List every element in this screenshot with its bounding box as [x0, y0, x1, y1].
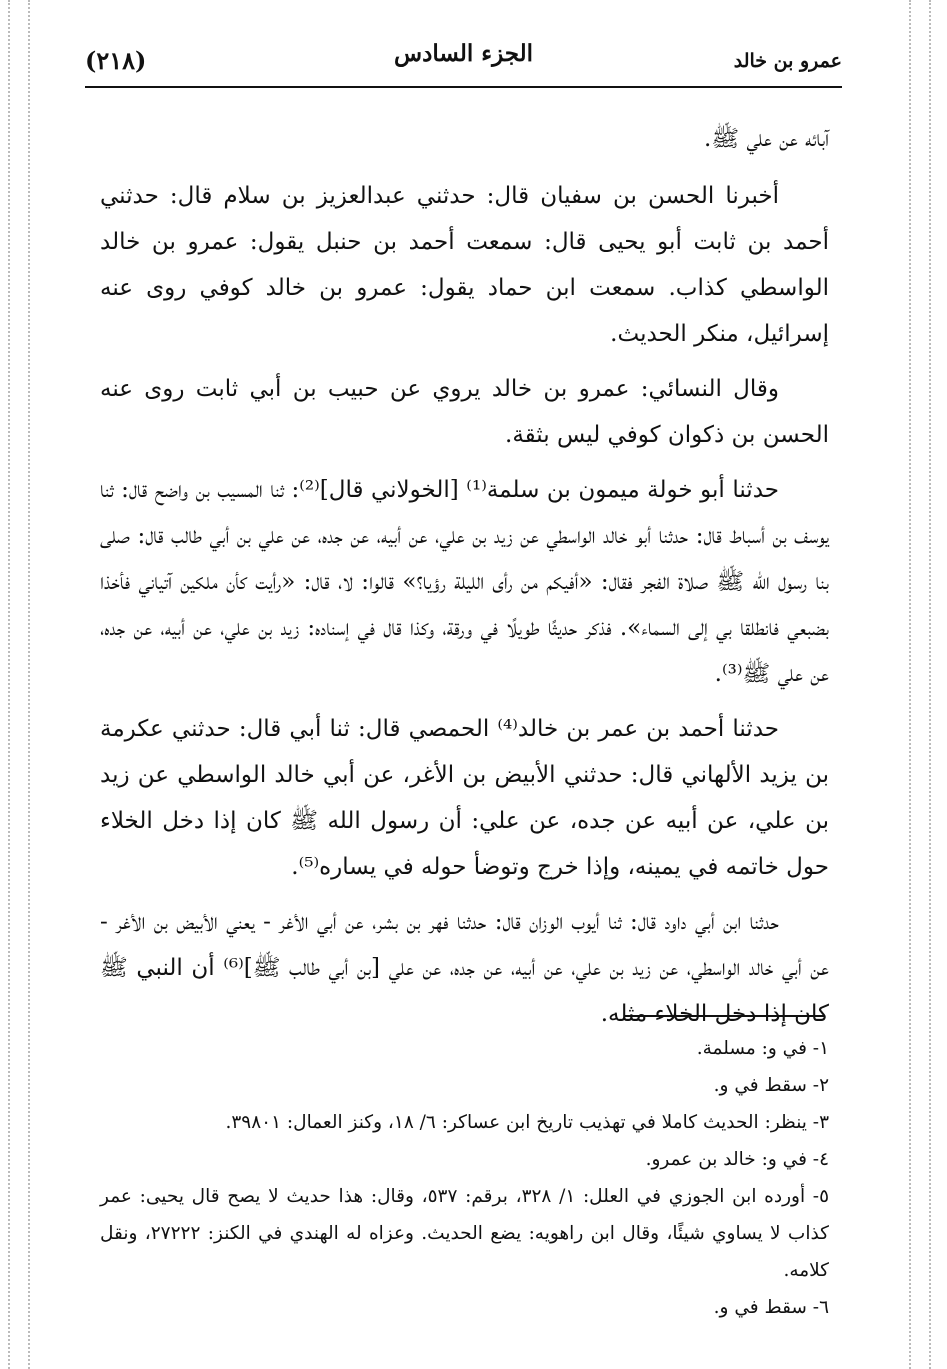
footnote: ٣- ينظر: الحديث كاملا في تهذيب تاريخ ابن عساكر: ٦/ ١٨، وكنز العمال: ٣٩٨٠١.: [225, 1112, 829, 1133]
footnote-rule: [625, 1015, 825, 1017]
scan-edge-dots-right: [929, 0, 933, 1369]
footnotes: [100, 1030, 829, 1326]
scan-edge-dots-left: [8, 0, 12, 1369]
page-header: [85, 40, 842, 86]
scan-edge-dots-left-inner: [28, 0, 32, 1369]
footnote: ٥- أورده ابن الجوزي في العلل: ١/ ٣٢٨، برقم: ٥٣٧، وقال: هذا حديث لا يصح قال يحيى: عمر كذاب لا يساوي شيئًا، وقال ابن راهويه: يضع الحديث. وعزاه له الهندي في الكنز: ٢٧٢٢٢، ونقل كلامه.: [100, 1186, 829, 1281]
scan-edge-dots-right-inner: [909, 0, 913, 1369]
paragraph: آبائه عن علي ﷺ.: [704, 126, 829, 152]
footnote: ٢- سقط في و.: [713, 1075, 829, 1096]
paragraph: حدثنا أبو خولة ميمون بن سلمة⁽¹⁾ [الخولاني قال]⁽²⁾: ثنا المسيب بن واضح قال: ثنا يوسف بن أسباط قال: حدثنا أبو خالد الواسطي عن زيد بن علي، عن أبيه، عن جده، عن علي بن أبي طالب قال: صلى بنا رسول الله ﷺ صلاة الفجر فقال: «أفيكم من رأى الليلة رؤيا؟» قالوا: لا، قال: «رأيت كأن ملكين آتياني فأخذا بضبعي فانطلقا بي إلى السماء». فذكر حديثًا طويلًا في ورقة، وكذا قال في إسناده: زيد بن علي، عن أبيه، عن جده، عن علي ﷺ⁽³⁾.: [100, 477, 829, 687]
page-number: (٢١٨): [85, 46, 147, 75]
paragraph: أخبرنا الحسن بن سفيان قال: حدثني عبدالعزيز بن سلام قال: حدثني أحمد بن ثابت أبو يحيى قال: سمعت أحمد بن حنبل يقول: عمرو بن خالد الواسطي كذاب. سمعت ابن حماد يقول: عمرو بن خالد كوفي روى عنه إسرائيل، منكر الحديث.: [100, 183, 829, 347]
part-title: الجزء السادس: [394, 40, 533, 67]
paragraph: وقال النسائي: عمرو بن خالد يروي عن حبيب بن أبي ثابت روى عنه الحسن بن ذكوان كوفي ليس بثقة.: [100, 376, 829, 448]
paragraph: حدثنا ابن أبي داود قال: ثنا أيوب الوزان قال: حدثنا فهر بن بشر، عن أبي الأغر - يعني الأبيض بن الأغر - عن أبي خالد الواسطي، عن زيد بن علي، عن أبيه، عن جده، عن علي [بن أبي طالب ﷺ]⁽⁶⁾ أن النبي ﷺ كان إذا دخل الخلاء مثله.: [100, 909, 829, 1027]
running-title: عمرو بن خالد: [733, 50, 842, 72]
paragraph: حدثنا أحمد بن عمر بن خالد⁽⁴⁾ الحمصي قال: ثنا أبي قال: حدثني عكرمة بن يزيد الألهاني قال: حدثني الأبيض بن الأغر، عن أبي خالد الواسطي عن زيد بن علي، عن أبيه عن جده، عن علي: أن رسول الله ﷺ كان إذا دخل الخلاء حول خاتمه في يمينه، وإذا خرج وتوضأ حوله في يساره⁽⁵⁾.: [100, 716, 829, 880]
footnote: ٦- سقط في و.: [713, 1297, 829, 1318]
main-text: [100, 116, 829, 1046]
footnote: ١- في و: مسلمة.: [696, 1038, 829, 1059]
header-rule: [85, 86, 842, 88]
footnote: ٤- في و: خالد بن عمرو.: [645, 1149, 829, 1170]
